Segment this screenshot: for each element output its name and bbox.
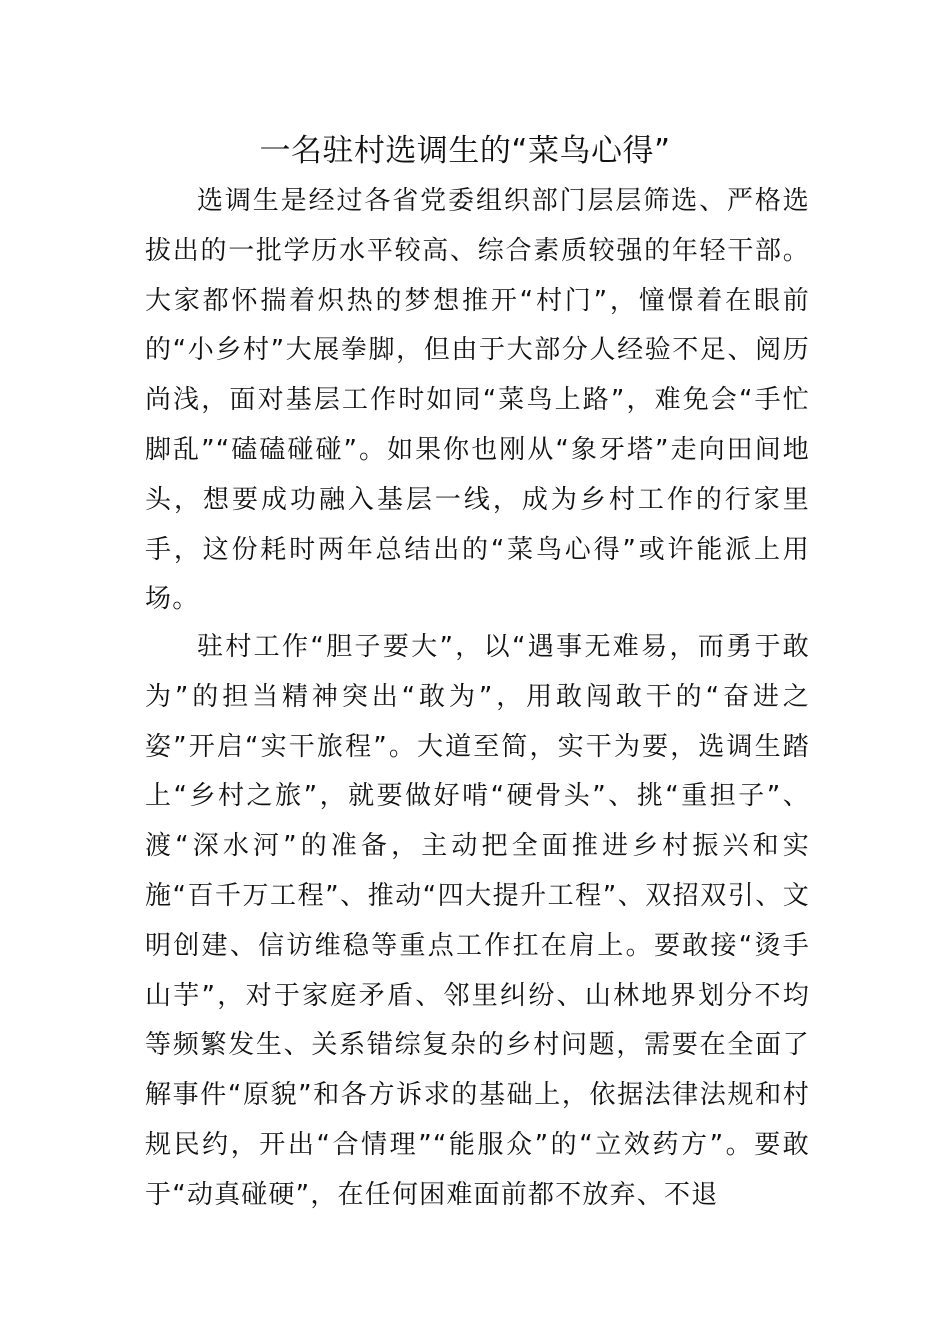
paragraph-2: 驻村工作“胆子要大”，以“遇事无难易，而勇于敢为”的担当精神突出“敢为”，用敢闯敢干的“奋进之姿”开启“实干旅程”。大道至简，实干为要，选调生踏上“乡村之旅”，就要做好啃“硬骨头”、挑“重担子”、渡“深水河”的准备，主动把全面推进乡村振兴和实施“百千万工程”、推动“四大提升工程”、双招双引、文明创建、信访维稳等重点工作扛在肩上。要敢接“烫手山芋”，对于家庭矛盾、邻里纠纷、山林地界划分不均等频繁发生、关系错综复杂的乡村问题，需要在全面了解事件“原貌”和各方诉求的基础上，依据法律法规和村规民约，开出“合情理”“能服众”的“立效药方”。要敢于“动真碰硬”，在任何困难面前都不放弃、不退 — [145, 632, 810, 1210]
document-title: 一名驻村选调生的“菜鸟心得” — [259, 133, 671, 169]
paragraph-1: 选调生是经过各省党委组织部门层层筛选、严格选拔出的一批学历水平较高、综合素质较强的年轻干部。大家都怀揣着炽热的梦想推开“村门”，憧憬着在眼前的“小乡村”大展拳脚，但由于大部分人经验不足、阅历尚浅，面对基层工作时如同“菜鸟上路”，难免会“手忙脚乱”“磕磕碰碰”。如果你也刚从“象牙塔”走向田间地头，想要成功融入基层一线，成为乡村工作的行家里手，这份耗时两年总结出的“菜鸟心得”或许能派上用场。 — [145, 186, 810, 615]
